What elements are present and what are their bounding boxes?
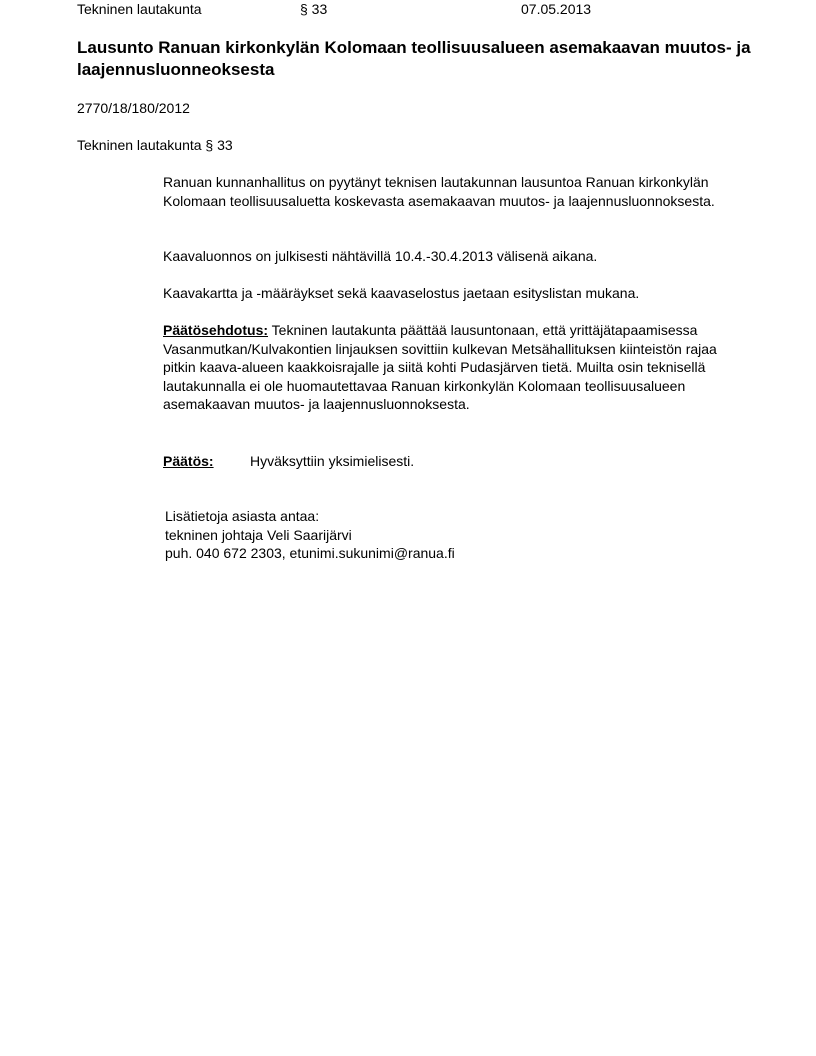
decision-label: Päätös:	[163, 453, 214, 469]
decision-proposal	[163, 321, 753, 414]
decision-text: Hyväksyttiin yksimielisesti.	[250, 453, 415, 469]
paragraph-request: Ranuan kunnanhallitus on pyytänyt teknisen lautakunnan lausuntoa Ranuan kirkonkylän Kolomaan teollisuusaluetta koskevasta asemakaavan muutos- ja laajennusluonnoksesta.	[163, 174, 715, 209]
document-title: Lausunto Ranuan kirkonkylän Kolomaan teollisuusalueen asemakaavan muutos- ja laajennusluonneoksesta	[77, 38, 751, 79]
paragraph-attachments: Kaavakartta ja -määräykset sekä kaavaselostus jaetaan esityslistan mukana.	[163, 285, 640, 301]
proposal-label: Päätösehdotus:	[163, 322, 269, 338]
contact-details: puh. 040 672 2303, etunimi.sukunimi@ranua.fi	[165, 545, 455, 561]
decision	[163, 452, 753, 471]
contact-person: tekninen johtaja Veli Saarijärvi	[165, 526, 352, 543]
page-header	[77, 0, 777, 18]
header-committee: Tekninen lautakunta	[77, 1, 202, 17]
contact-info	[165, 507, 455, 563]
section-reference: Tekninen lautakunta § 33	[77, 137, 233, 153]
paragraph-public-display: Kaavaluonnos on julkisesti nähtävillä 10.4.-30.4.2013 välisenä aikana.	[163, 248, 598, 264]
reference-number: 2770/18/180/2012	[77, 100, 190, 116]
header-date: 07.05.2013	[521, 1, 592, 17]
contact-intro: Lisätietoja asiasta antaa:	[165, 508, 320, 524]
proposal-text: Tekninen lautakunta päättää lausuntonaan, että yrittäjätapaamisessa Vasanmutkan/Kulvakontien linjauksen sovittiin kulkevan Metsähallituksen kiinteistön rajaa pitkin kaava-alueen kaakkoisrajalle ja siitä kohti Pudasjärven tietä. Muilta osin teknisellä lautakunnalla ei ole huomautettavaa Ranuan kirkonkylän Kolomaan teollisuusalueen asemakaavan muutos- ja laajennusluonnoksesta.	[163, 322, 717, 412]
header-section: § 33	[300, 1, 328, 17]
